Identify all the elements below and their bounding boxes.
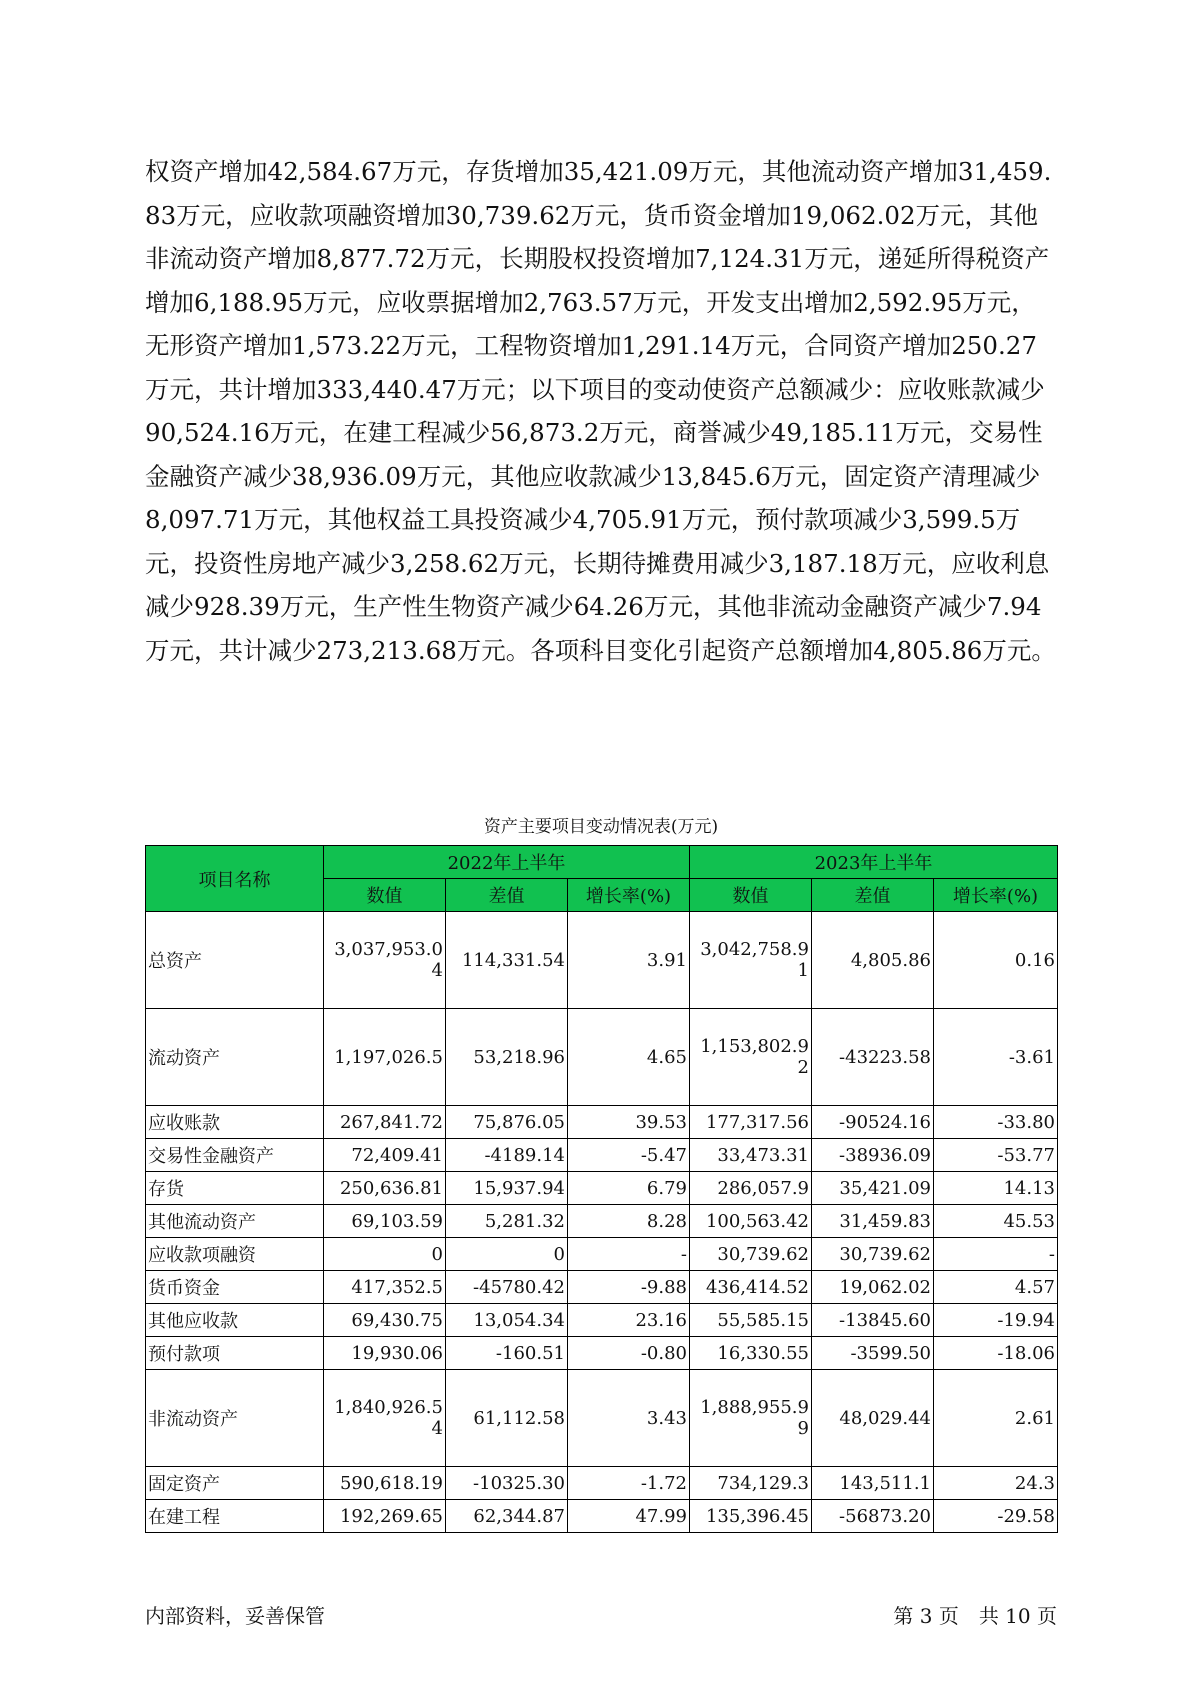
diff-2023-cell: 48,029.44 [812, 1370, 934, 1467]
diff-2023-cell: 19,062.02 [812, 1271, 934, 1304]
diff-2023-cell: 31,459.83 [812, 1205, 934, 1238]
diff-2023-cell: -38936.09 [812, 1139, 934, 1172]
value-2023-cell: 55,585.15 [690, 1304, 812, 1337]
row-name-cell: 交易性金融资产 [146, 1139, 324, 1172]
row-name-cell: 固定资产 [146, 1467, 324, 1500]
diff-2023-cell: -43223.58 [812, 1009, 934, 1106]
row-name-cell: 在建工程 [146, 1500, 324, 1533]
rate-2023-cell: 2.61 [934, 1370, 1058, 1467]
diff-2022-cell: -4189.14 [446, 1139, 568, 1172]
value-2022-cell: 1,197,026.5 [324, 1009, 446, 1106]
value-2023-cell: 734,129.3 [690, 1467, 812, 1500]
rate-2022-cell: 3.91 [568, 912, 690, 1009]
value-2023-cell: 436,414.52 [690, 1271, 812, 1304]
row-name-cell: 总资产 [146, 912, 324, 1009]
rate-2023-cell: -3.61 [934, 1009, 1058, 1106]
rate-2023-cell: -33.80 [934, 1106, 1058, 1139]
table-row [146, 1106, 1058, 1139]
value-2023-cell: 1,153,802.92 [690, 1009, 812, 1106]
value-2023-cell: 33,473.31 [690, 1139, 812, 1172]
value-2023-cell: 177,317.56 [690, 1106, 812, 1139]
rate-2022-cell: -1.72 [568, 1467, 690, 1500]
rate-2023-cell: - [934, 1238, 1058, 1271]
rate-2022-cell: 39.53 [568, 1106, 690, 1139]
diff-2022-cell: 15,937.94 [446, 1172, 568, 1205]
rate-2023-cell: 45.53 [934, 1205, 1058, 1238]
diff-2023-cell: 4,805.86 [812, 912, 934, 1009]
rate-2022-cell: -9.88 [568, 1271, 690, 1304]
diff-2022-cell: 61,112.58 [446, 1370, 568, 1467]
diff-2023-cell: -3599.50 [812, 1337, 934, 1370]
rate-2022-cell: -0.80 [568, 1337, 690, 1370]
table-row [146, 912, 1058, 1009]
header-diff-2022: 差值 [446, 879, 568, 912]
row-name-cell: 流动资产 [146, 1009, 324, 1106]
header-period-2022: 2022年上半年 [324, 846, 690, 879]
asset-change-table [145, 845, 1058, 1533]
rate-2022-cell: 23.16 [568, 1304, 690, 1337]
rate-2022-cell: 47.99 [568, 1500, 690, 1533]
rate-2022-cell: -5.47 [568, 1139, 690, 1172]
value-2022-cell: 250,636.81 [324, 1172, 446, 1205]
table-body [146, 912, 1058, 1533]
value-2022-cell: 267,841.72 [324, 1106, 446, 1139]
rate-2023-cell: 14.13 [934, 1172, 1058, 1205]
diff-2022-cell: 13,054.34 [446, 1304, 568, 1337]
value-2022-cell: 0 [324, 1238, 446, 1271]
table-row [146, 1271, 1058, 1304]
rate-2023-cell: 24.3 [934, 1467, 1058, 1500]
rate-2022-cell: 3.43 [568, 1370, 690, 1467]
diff-2023-cell: 143,511.1 [812, 1467, 934, 1500]
header-rate-2023: 增长率(%) [934, 879, 1058, 912]
value-2022-cell: 72,409.41 [324, 1139, 446, 1172]
table-row [146, 1467, 1058, 1500]
rate-2022-cell: - [568, 1238, 690, 1271]
diff-2022-cell: 114,331.54 [446, 912, 568, 1009]
rate-2023-cell: 4.57 [934, 1271, 1058, 1304]
header-period-2023: 2023年上半年 [690, 846, 1058, 879]
header-value-2022: 数值 [324, 879, 446, 912]
row-name-cell: 应收账款 [146, 1106, 324, 1139]
diff-2022-cell: -10325.30 [446, 1467, 568, 1500]
table-caption: 资产主要项目变动情况表(万元) [483, 817, 719, 837]
diff-2022-cell: 53,218.96 [446, 1009, 568, 1106]
value-2023-cell: 1,888,955.99 [690, 1370, 812, 1467]
row-name-cell: 应收款项融资 [146, 1238, 324, 1271]
row-name-cell: 预付款项 [146, 1337, 324, 1370]
value-2023-cell: 100,563.42 [690, 1205, 812, 1238]
value-2022-cell: 590,618.19 [324, 1467, 446, 1500]
value-2023-cell: 135,396.45 [690, 1500, 812, 1533]
footer-page-number: 第 3 页 共 10 页 [893, 1604, 1057, 1628]
value-2023-cell: 16,330.55 [690, 1337, 812, 1370]
rate-2023-cell: -18.06 [934, 1337, 1058, 1370]
table-row [146, 1238, 1058, 1271]
rate-2022-cell: 8.28 [568, 1205, 690, 1238]
rate-2023-cell: -19.94 [934, 1304, 1058, 1337]
diff-2023-cell: -56873.20 [812, 1500, 934, 1533]
rate-2023-cell: -29.58 [934, 1500, 1058, 1533]
header-rate-2022: 增长率(%) [568, 879, 690, 912]
value-2022-cell: 192,269.65 [324, 1500, 446, 1533]
value-2022-cell: 3,037,953.04 [324, 912, 446, 1009]
value-2022-cell: 19,930.06 [324, 1337, 446, 1370]
row-name-cell: 货币资金 [146, 1271, 324, 1304]
body-paragraph: 权资产增加42,584.67万元，存货增加35,421.09万元，其他流动资产增加31,459.83万元，应收款项融资增加30,739.62万元，货币资金增加19,062.02万元，其他非流动资产增加8,877.72万元，长期股权投资增加7,124.31万元，递延所得税资产增加6,188.95万元，应收票据增加2,763.57万元，开发支出增加2,592.95万元，无形资产增加1,573.22万元，工程物资增加1,291.14万元，合同资产增加250.27万元，共计增加333,440.47万元；以下项目的变动使资产总额减少：应收账款减少90,524.16万元，在建工程减少56,873.2万元，商誉减少49,185.11万元，交易性金融资产减少38,936.09万元，其他应收款减少13,845.6万元，固定资产清理减少8,097.71万元，其他权益工具投资减少4,705.91万元，预付款项减少3,599.5万元，投资性房地产减少3,258.62万元，长期待摊费用减少3,187.18万元，应收利息减少928.39万元，生产性生物资产减少64.26万元，其他非流动金融资产减少7.94万元，共计减少273,213.68万元。各项科目变化引起资产总额增加4,805.86万元。 [145, 157, 1056, 665]
table-row [146, 1370, 1058, 1467]
table-row [146, 1304, 1058, 1337]
diff-2022-cell: -160.51 [446, 1337, 568, 1370]
value-2023-cell: 3,042,758.91 [690, 912, 812, 1009]
rate-2022-cell: 4.65 [568, 1009, 690, 1106]
footer-confidential-note: 内部资料，妥善保管 [145, 1604, 325, 1628]
table-row [146, 1205, 1058, 1238]
row-name-cell: 非流动资产 [146, 1370, 324, 1467]
table-row [146, 1139, 1058, 1172]
table-row [146, 1500, 1058, 1533]
diff-2022-cell: 75,876.05 [446, 1106, 568, 1139]
header-diff-2023: 差值 [812, 879, 934, 912]
diff-2023-cell: 30,739.62 [812, 1238, 934, 1271]
value-2023-cell: 286,057.9 [690, 1172, 812, 1205]
table-row [146, 1172, 1058, 1205]
header-value-2023: 数值 [690, 879, 812, 912]
diff-2022-cell: -45780.42 [446, 1271, 568, 1304]
row-name-cell: 存货 [146, 1172, 324, 1205]
row-name-cell: 其他应收款 [146, 1304, 324, 1337]
diff-2023-cell: -90524.16 [812, 1106, 934, 1139]
diff-2023-cell: -13845.60 [812, 1304, 934, 1337]
table-row [146, 1009, 1058, 1106]
diff-2022-cell: 62,344.87 [446, 1500, 568, 1533]
value-2022-cell: 69,430.75 [324, 1304, 446, 1337]
value-2022-cell: 417,352.5 [324, 1271, 446, 1304]
row-name-cell: 其他流动资产 [146, 1205, 324, 1238]
table-row [146, 1337, 1058, 1370]
header-item-name: 项目名称 [146, 846, 324, 912]
value-2023-cell: 30,739.62 [690, 1238, 812, 1271]
rate-2023-cell: -53.77 [934, 1139, 1058, 1172]
diff-2022-cell: 5,281.32 [446, 1205, 568, 1238]
rate-2022-cell: 6.79 [568, 1172, 690, 1205]
diff-2022-cell: 0 [446, 1238, 568, 1271]
value-2022-cell: 69,103.59 [324, 1205, 446, 1238]
value-2022-cell: 1,840,926.54 [324, 1370, 446, 1467]
rate-2023-cell: 0.16 [934, 912, 1058, 1009]
diff-2023-cell: 35,421.09 [812, 1172, 934, 1205]
